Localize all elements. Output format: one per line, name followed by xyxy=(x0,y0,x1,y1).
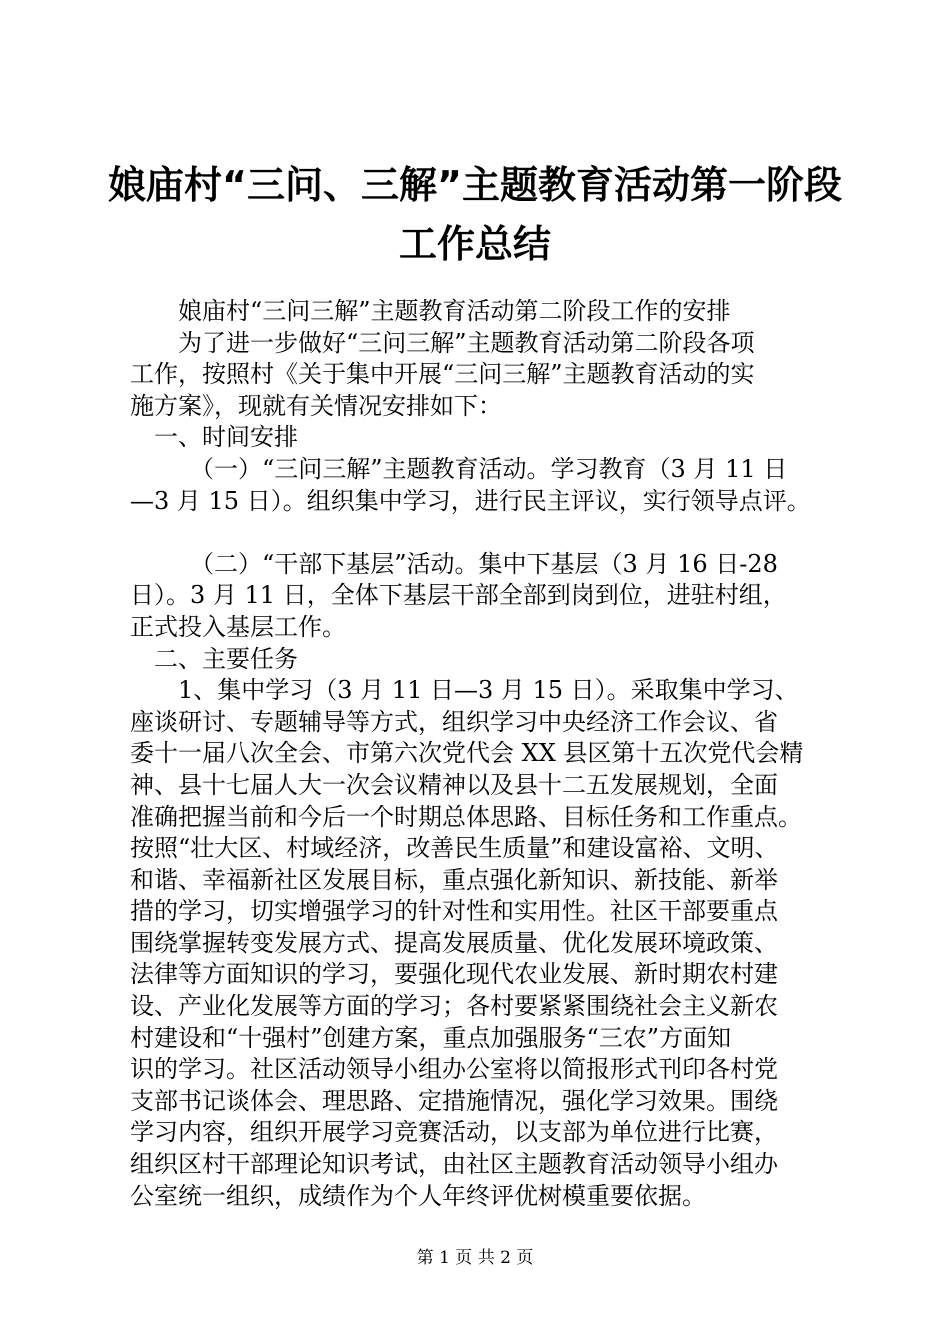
paragraph-line: 设、产业化发展等方面的学习；各村要紧紧围绕社会主义新农 xyxy=(130,992,778,1021)
paragraph-line: —3 月 15 日）。组织集中学习，进行民主评议，实行领导点评。 xyxy=(130,486,811,515)
paragraph-line: 学习内容，组织开展学习竞赛活动，以支部为单位进行比赛， xyxy=(130,1118,778,1147)
paragraph-line: 准确把握当前和今后一个时期总体思路、目标任务和工作重点。 xyxy=(130,802,802,831)
paragraph-line: 和谐、幸福新社区发展目标，重点强化新知识、新技能、新举 xyxy=(130,865,778,894)
paragraph-subtitle: 娘庙村“三问三解”主题教育活动第二阶段工作的安排 xyxy=(178,297,731,325)
paragraph-line: 支部书记谈体会、理思路、定措施情况，强化学习效果。围绕 xyxy=(130,1086,778,1115)
paragraph-line: （二）“干部下基层”活动。集中下基层（3 月 16 日-28 xyxy=(190,549,778,578)
paragraph-line: 工作，按照村《关于集中开展“三问三解”主题教育活动的实 xyxy=(130,360,755,389)
paragraph-line: 神、县十七届人大一次会议精神以及县十二五发展规划，全面 xyxy=(130,770,778,799)
paragraph-line: 1、集中学习（3 月 11 日—3 月 15 日）。采取集中学习、 xyxy=(178,676,799,705)
paragraph-line: 为了进一步做好“三问三解”主题教育活动第二阶段各项 xyxy=(178,328,755,357)
paragraph-line: 公室统一组织，成绩作为个人年终评优树模重要依据。 xyxy=(130,1181,706,1210)
section-heading: 一、时间安排 xyxy=(154,423,298,452)
paragraph-line: 措的学习，切实增强学习的针对性和实用性。社区干部要重点 xyxy=(130,897,778,926)
paragraph-line: 识的学习。社区活动领导小组办公室将以简报形式刊印各村党 xyxy=(130,1055,778,1084)
paragraph-line: 组织区村干部理论知识考试，由社区主题教育活动领导小组办 xyxy=(130,1150,778,1179)
paragraph-line: （一）“三问三解”主题教育活动。学习教育（3 月 11 日 xyxy=(190,454,788,483)
paragraph-line: 施方案》，现就有关情况安排如下： xyxy=(130,391,502,420)
section-heading: 二、主要任务 xyxy=(154,644,298,673)
paragraph-line: 正式投入基层工作。 xyxy=(130,612,346,641)
blank-line xyxy=(130,517,850,549)
page-footer: 第 1 页 共 2 页 xyxy=(416,1248,534,1268)
document-title-line-1: 娘庙村“三问、三解”主题教育活动第一阶段 xyxy=(108,163,842,207)
paragraph-line: 围绕掌握转变发展方式、提高发展质量、优化发展环境政策、 xyxy=(130,928,778,957)
paragraph-line: 村建设和“十强村”创建方案，重点加强服务“三农”方面知 xyxy=(130,1023,732,1052)
paragraph-line: 按照“壮大区、村域经济，改善民生质量”和建设富裕、文明、 xyxy=(130,834,779,863)
paragraph-line: 委十一届八次全会、市第六次党代会 XX 县区第十五次党代会精 xyxy=(130,739,804,768)
paragraph-line: 座谈研讨、专题辅导等方式，组织学习中央经济工作会议、省 xyxy=(130,707,778,736)
paragraph-line: 日）。3 月 11 日，全体下基层干部全部到岗到位，进驻村组， xyxy=(130,581,787,610)
document-title-line-2: 工作总结 xyxy=(398,222,551,266)
document-body xyxy=(130,296,850,1212)
paragraph-line: 法律等方面知识的学习，要强化现代农业发展、新时期农村建 xyxy=(130,960,778,989)
